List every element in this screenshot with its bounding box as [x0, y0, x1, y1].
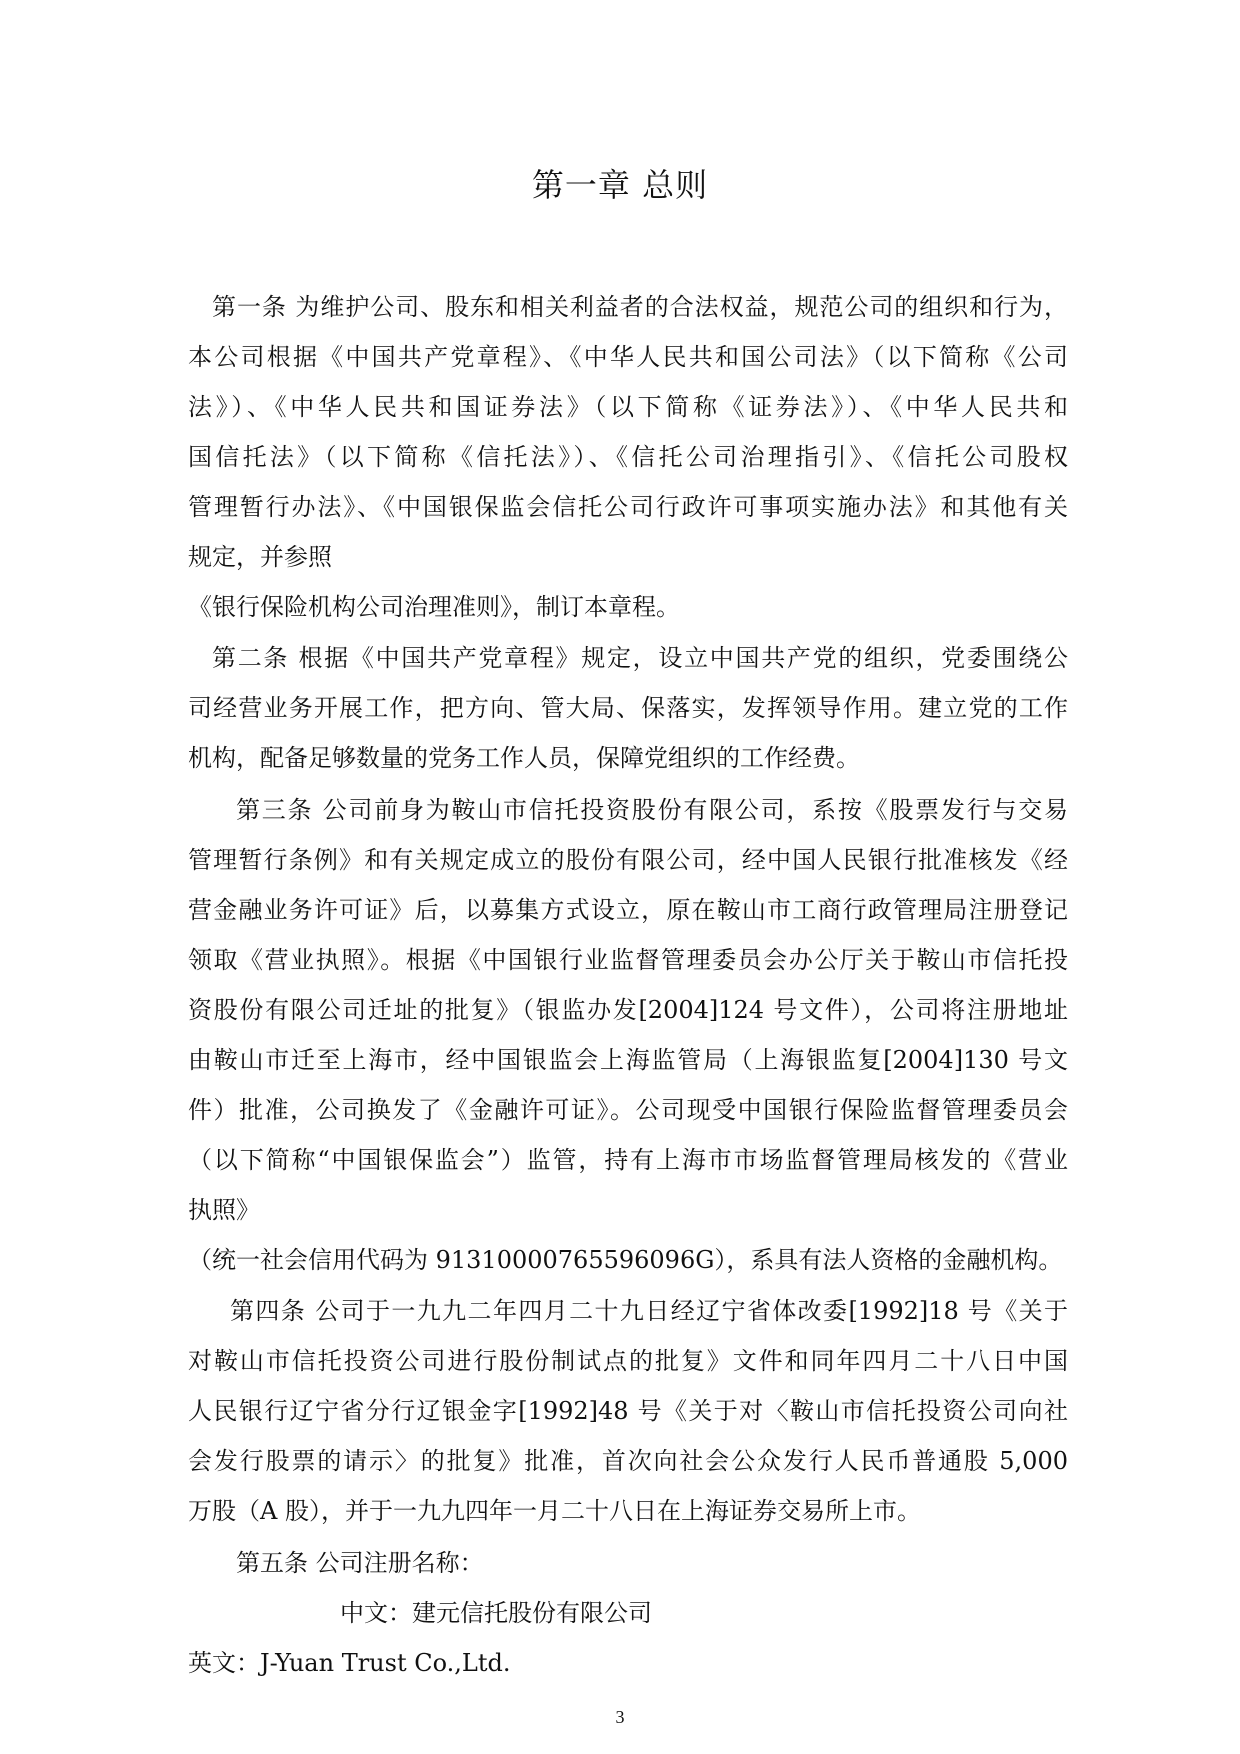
article-3-line-5: 资股份有限公司迁址的批复》（银监办发[2004]124 号文件），公司将注册地址 — [188, 996, 1068, 1024]
article-3-line-4: 领取《营业执照》。根据《中国银行业监督管理委员会办公厅关于鞍山市信托投 — [188, 946, 1068, 974]
article-1-line-3: 法》）、《中华人民共和国证券法》（以下简称《证券法》）、《中华人民共和 — [188, 393, 1068, 421]
article-2-line-2: 司经营业务开展工作，把方向、管大局、保落实，发挥领导作用。建立党的工作 — [188, 694, 1068, 722]
article-3-line-7: 件）批准，公司换发了《金融许可证》。公司现受中国银行保险监督管理委员会 — [188, 1096, 1068, 1124]
article-4-line-4: 会发行股票的请示〉的批复》批准，首次向社会公众发行人民币普通股 5,000 — [188, 1447, 1068, 1475]
article-1-line-7: 《银行保险机构公司治理准则》，制订本章程。 — [188, 593, 680, 621]
article-1-line-6: 规定，并参照 — [188, 543, 332, 571]
article-3-line-9: 执照》 — [188, 1196, 260, 1224]
article-1-line-5: 管理暂行办法》、《中国银保监会信托公司行政许可事项实施办法》和其他有关 — [188, 493, 1068, 521]
article-5-line-1: 第五条 公司注册名称： — [236, 1549, 484, 1577]
article-3-line-1: 第三条 公司前身为鞍山市信托投资股份有限公司，系按《股票发行与交易 — [236, 796, 1068, 824]
article-1-line-2: 本公司根据《中国共产党章程》、《中华人民共和国公司法》（以下简称《公司 — [188, 343, 1068, 371]
article-4-line-3: 人民银行辽宁省分行辽银金字[1992]48 号《关于对〈鞍山市信托投资公司向社 — [188, 1397, 1068, 1425]
article-3-line-6: 由鞍山市迁至上海市，经中国银监会上海监管局（上海银监复[2004]130 号文 — [188, 1046, 1068, 1074]
page-number: 3 — [615, 1707, 625, 1727]
article-5-chinese-name: 中文：建元信托股份有限公司 — [340, 1599, 652, 1627]
article-5-english-name: 英文：J-Yuan Trust Co.,Ltd. — [188, 1649, 511, 1677]
article-3-line-3: 营金融业务许可证》后，以募集方式设立，原在鞍山市工商行政管理局注册登记 — [188, 896, 1068, 924]
article-4-line-2: 对鞍山市信托投资公司进行股份制试点的批复》文件和同年四月二十八日中国 — [188, 1347, 1068, 1375]
article-2-line-3: 机构，配备足够数量的党务工作人员，保障党组织的工作经费。 — [188, 744, 860, 772]
article-3-line-10: （统一社会信用代码为 91310000765596096G），系具有法人资格的金融机构。 — [188, 1246, 1063, 1274]
article-2-line-1: 第二条 根据《中国共产党章程》规定，设立中国共产党的组织，党委围绕公 — [212, 644, 1068, 672]
article-1-line-1: 第一条 为维护公司、股东和相关利益者的合法权益，规范公司的组织和行为， — [212, 293, 1068, 321]
article-1-line-4: 国信托法》（以下简称《信托法》）、《信托公司治理指引》、《信托公司股权 — [188, 443, 1068, 471]
article-3-line-8: （以下简称“中国银保监会”）监管，持有上海市市场监督管理局核发的《营业 — [188, 1146, 1068, 1174]
chapter-title: 第一章 总则 — [531, 166, 709, 204]
article-3-line-2: 管理暂行条例》和有关规定成立的股份有限公司，经中国人民银行批准核发《经 — [188, 846, 1068, 874]
article-4-line-5: 万股（A 股），并于一九九四年一月二十八日在上海证券交易所上市。 — [188, 1497, 921, 1525]
article-4-line-1: 第四条 公司于一九九二年四月二十九日经辽宁省体改委[1992]18 号《关于 — [230, 1297, 1068, 1325]
